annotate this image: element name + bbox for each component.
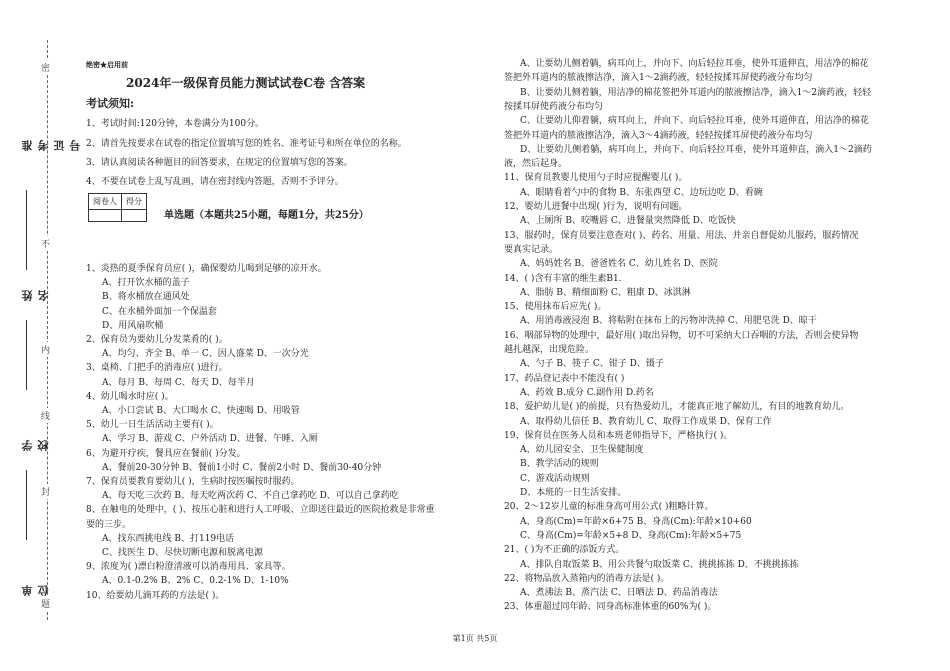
seal-mark: 内 <box>41 342 50 357</box>
answer-option: A、0.1-0.2% B、2% C、0.2-1% D、1-10% <box>102 576 289 587</box>
answer-option: A、排队自取饭菜 B、用公共餐勺取饭菜 C、挑挑拣拣 D、不挑挑拣拣 <box>520 559 799 570</box>
answer-option: A、找东西挑电线 B、打119电话 <box>102 533 235 544</box>
seal-mark: 线 <box>41 408 50 423</box>
answer-option: A、勺子 B、筷子 C、钳子 D、镊子 <box>520 359 664 370</box>
seal-mark: 不 <box>41 236 50 251</box>
question-text: 9、浓度为( )漂白粉澄清液可以消毒用具、家具等。 <box>86 562 291 573</box>
question-text: 13、服药时，保育员要注意查对( )、药名、用量、用法、并亲自督促幼儿服药，服药情况 <box>504 230 859 241</box>
grader-cell[interactable] <box>89 210 122 222</box>
answer-option: A、上厕所 B、咬嘴唇 C、进餐量突然降低 D、吃饭快 <box>520 216 736 227</box>
section-title: 单选题（本题共25小题，每题1分，共25分） <box>164 210 369 221</box>
answer-option: A、均匀、齐全 B、单一 C、因人盛菜 D、一次分光 <box>102 349 309 360</box>
name-line <box>26 320 27 390</box>
notice-item: 1、考试时间:120分钟，本卷满分为100分。 <box>86 119 265 129</box>
question-text: 越扎越深，出现危险。 <box>504 345 595 355</box>
question-text: 液，然后起身。 <box>504 159 568 170</box>
answer-option: A、让要幼儿侧着躺，病耳向上，并向下、向后轻拉耳垂，使外耳道伸直，用洁净的棉花 <box>520 59 869 69</box>
exam-id-label: 准考证号 <box>21 140 82 151</box>
grader-header: 阅卷人 <box>89 194 122 210</box>
answer-option: B、教学活动的规则 <box>520 459 599 470</box>
confidential-mark: 绝密★启用前 <box>86 60 128 69</box>
question-text: 5、幼儿一日生活活动主要有( )。 <box>86 420 219 431</box>
answer-option: A、餐前20-30分钟 B、餐前1小时 C、餐前2小时 D、餐前30-40分钟 <box>102 462 382 473</box>
answer-option: A、脂肪 B、精细面粉 C、粗康 D、冰淇淋 <box>520 287 691 298</box>
answer-option: A、煮沸法 B、蒸汽法 C、日晒法 D、药品消毒法 <box>520 588 718 599</box>
page-footer: 第1页 共5页 <box>452 634 498 643</box>
unit-label: 单位 <box>21 585 50 596</box>
binding-margin <box>0 0 82 671</box>
answer-option: A、学习 B、游戏 C、户外活动 D、进餐、午睡、入厕 <box>102 434 318 445</box>
exam-id-line <box>26 190 27 270</box>
question-text: 要真实记录。 <box>504 244 559 255</box>
question-text: 6、为避开疗疾，餐具应在餐前( )分发。 <box>86 448 246 459</box>
seal-mark: 封 <box>41 484 50 499</box>
question-text: 16、咽部异物的处理中，最好用( )取出异物，切不可采纳大口吞咽的方法，否则会使异物 <box>504 330 859 341</box>
question-text: 7、保育员要教育要幼儿( )，生病时按医嘱按时服药。 <box>86 477 300 487</box>
question-text: 19、保育员在医务人员和本班老师指导下，严格执行( )。 <box>504 430 733 441</box>
question-text: 12、婴幼儿进餐中出现( )行为，说明有问题。 <box>504 202 688 212</box>
question-text: 21、( )为不正确的添饭方式。 <box>504 545 625 556</box>
question-text: 要的三步。 <box>86 519 132 530</box>
answer-option: B、将水桶放在通风处 <box>102 292 190 303</box>
answer-option: A、每月 B、每周 C、每天 D、每半月 <box>102 377 255 388</box>
question-text: 23、体重超过同年龄、同身高标准体重的60%为( )。 <box>504 602 717 613</box>
answer-option: A、药效 B.成分 C.副作用 D.药名 <box>520 387 654 398</box>
answer-option: D、让要幼儿侧着躺，病耳向上，并向下、向后轻拉耳垂，使外耳道伸直，滴入1～2滴药 <box>520 144 872 155</box>
answer-option: C、身高(Cm)=年龄×5+8 D、身高(Cm):年龄×5+75 <box>520 530 742 541</box>
question-text: 10、给要幼儿滴耳药的方法是( )。 <box>86 590 225 601</box>
question-text: 1、炎热的夏季保育员应( )，确保婴幼儿喝到足够的凉开水。 <box>86 264 327 274</box>
question-text: 2、保育员为要幼儿分发菜肴的( )。 <box>86 335 228 345</box>
answer-option: C、找医生 D、尽快切断电源和脱离电源 <box>102 548 263 558</box>
notice-item: 2、请首先按要求在试卷的指定位置填写您的姓名、准考证号和所在单位的名称。 <box>86 139 407 149</box>
answer-option: A、小口尝试 B、大口喝水 C、快速喝 D、用吸管 <box>102 406 300 416</box>
answer-option: A、打开饮水桶的盖子 <box>102 278 190 289</box>
school-label: 学校 <box>21 440 50 451</box>
question-text: 4、幼儿喝水时应( )。 <box>86 391 174 402</box>
question-text: 22、将物品放入蒸箱内的消毒方法是( )。 <box>504 573 670 584</box>
question-text: 18、爱护幼儿是( )的前提，只有热爱幼儿，才能真正地了解幼儿，有目的地教育幼儿。 <box>504 402 850 413</box>
score-header: 得分 <box>122 194 147 210</box>
notice-item: 3、请认真阅读各种题目的回答要求，在规定的位置填写您的答案。 <box>86 158 353 168</box>
score-cell[interactable] <box>122 210 147 222</box>
seal-mark: 密 <box>41 60 50 75</box>
notice-heading: 考试须知: <box>86 97 135 110</box>
answer-option: A、妈妈姓名 B、爸爸姓名 C、幼儿姓名 D、医院 <box>520 259 718 270</box>
answer-option: A、取得幼儿信任 B、教育幼儿 C、取得工作成果 D、保育工作 <box>520 416 772 427</box>
seal-line <box>47 40 48 620</box>
answer-option: A、幼儿园安全、卫生保健制度 <box>520 445 644 456</box>
answer-option: A、每天吃三次药 B、每天吃两次药 C、不自己拿药吃 D、可以自己拿药吃 <box>102 491 399 502</box>
question-text: 15、使用抹布后应先( )。 <box>504 302 607 313</box>
answer-option: C、让要幼儿仰着躺，病耳向上，并向下、向后轻拉耳垂，使外耳道伸直，用洁净的棉花 <box>520 116 869 127</box>
school-line <box>26 470 27 540</box>
question-text: 17、药品登记表中不能没有( ) <box>504 373 625 384</box>
question-text: 签把外耳道内的脓液擦洁净，滴入1～2滴药液，轻轻按揉耳屏使药液分布均匀 <box>504 73 813 84</box>
answer-option: A、眼睛看着勺中的食物 B、东张西望 C、边玩边吃 D、看碗 <box>520 187 763 198</box>
answer-option: D、用风扇吹桶 <box>102 320 164 331</box>
question-text: 11、保育员教婴儿使用勺子时应提醒婴儿( )。 <box>504 173 688 184</box>
question-text: 签把外耳道内的脓液擦洁净，滴入3～4滴药液，轻轻按揉耳屏使药液分布均匀 <box>504 130 813 141</box>
answer-option: B、让要幼儿侧着躺，用洁净的棉花签把外耳道内的脓液擦洁净，滴入1～2滴药液，轻轻 <box>520 87 872 98</box>
answer-option: A、身高(Cm)=年龄×6+75 B、身高(Cm):年龄×10+60 <box>520 516 752 527</box>
paper-title: 2024年一级保育员能力测试试卷C卷 含答案 <box>126 76 366 90</box>
answer-option: A、用消毒液浸泡 B、将粘附在抹布上的污物冲洗掉 C、用肥皂洗 D、晾干 <box>520 316 817 327</box>
question-text: 20、2～12岁儿童的标准身高可用公式( )粗略计算。 <box>504 502 714 513</box>
notice-item: 4、不要在试卷上乱写乱画，请在密封线内答题，否则不予评分。 <box>86 177 344 187</box>
question-text: 按揉耳屏使药液分布均匀 <box>504 101 604 112</box>
question-text: 14、( )含有丰富的维生素B1. <box>504 273 622 284</box>
question-text: 3、桌椅、门把手的消毒应( )进行。 <box>86 363 228 374</box>
score-table <box>88 193 147 222</box>
answer-option: D、本班的一日生活安排。 <box>520 488 627 498</box>
answer-option: C、在水桶外面加一个保温套 <box>102 306 217 317</box>
name-label: 姓名 <box>21 290 50 301</box>
seal-mark: 题 <box>41 596 50 611</box>
question-text: 8、在触电的处理中，( )、按压心脏和进行人工呼吸、立即送往最近的医院抢救是非常重 <box>86 505 435 516</box>
answer-option: C、游戏活动规则 <box>520 473 590 484</box>
